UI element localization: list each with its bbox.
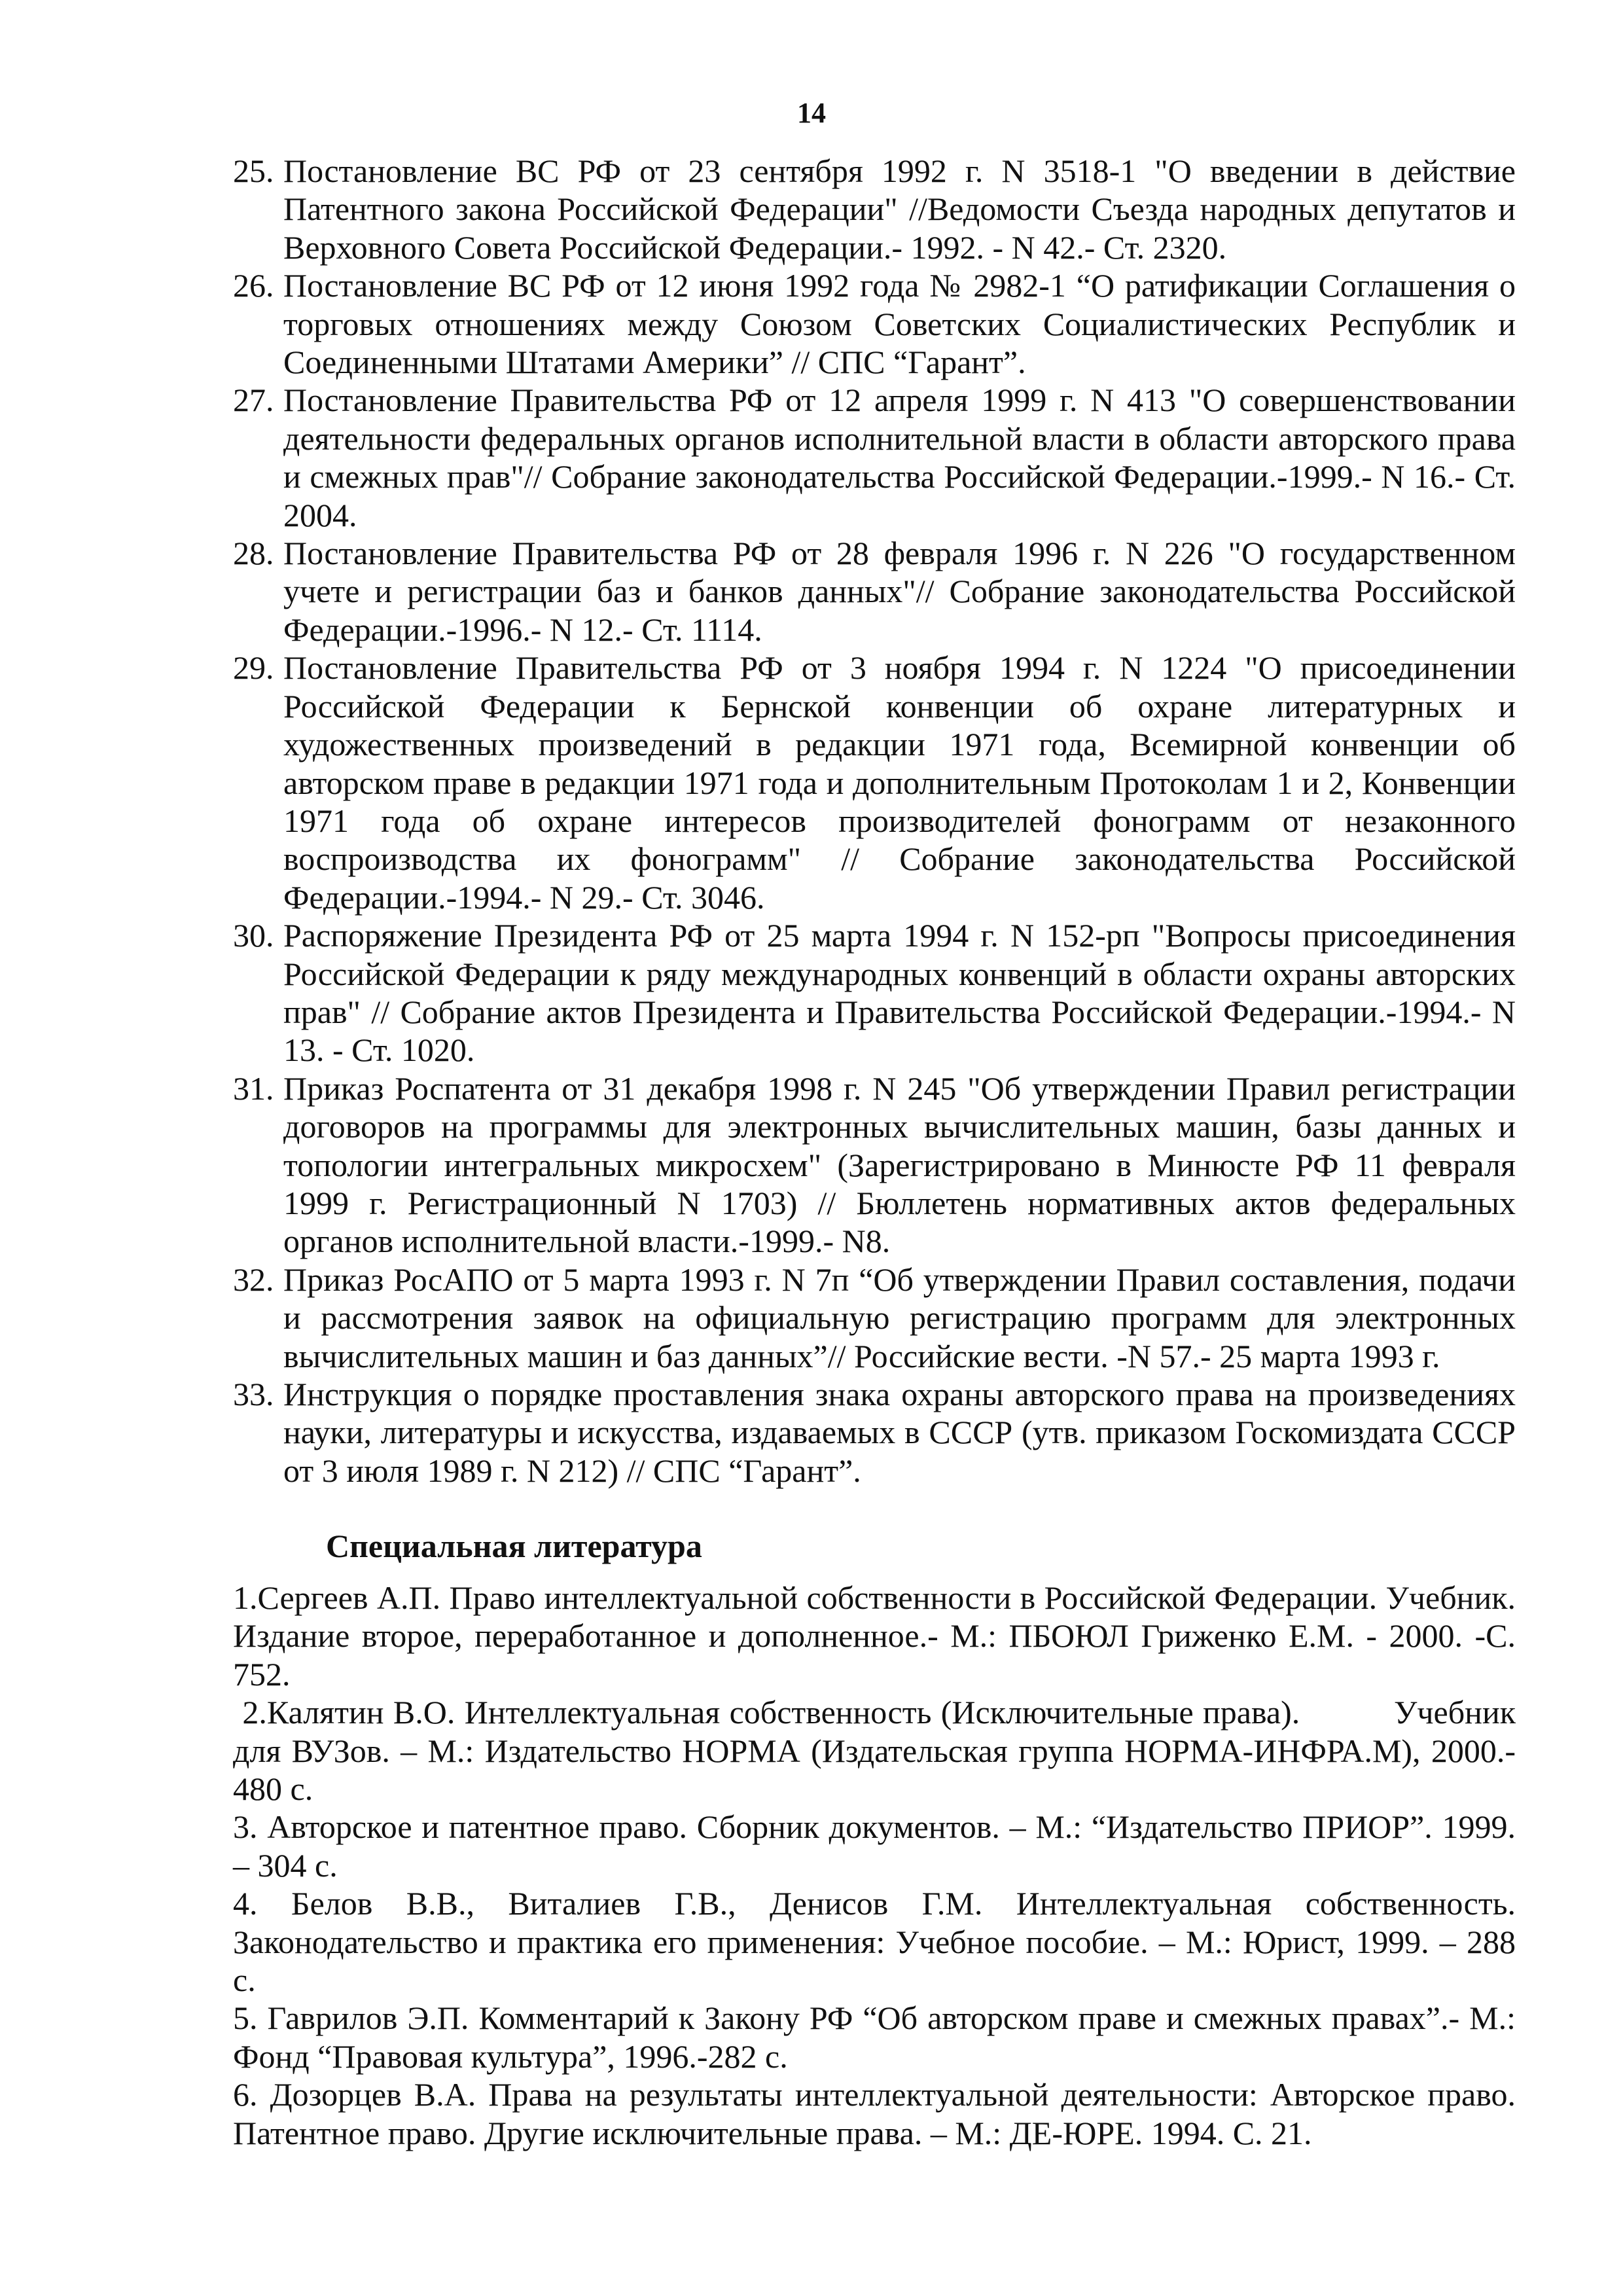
item-text: Постановление ВС РФ от 12 июня 1992 года № 2982-1 “О ратификации Соглашения о торговых отношениях между Союзом Советских Социалистических Республик и Соединенными Штатами Америки” // СПС “Гарант”. [283, 267, 1516, 381]
item-text: Инструкция о порядке проставления знака охраны авторского права на произведениях науки, литературы и искусства, издаваемых в СССР (утв. приказом Госкомиздата СССР от 3 июля 1989 г. N 212) // СПС “Гарант”. [283, 1376, 1516, 1489]
list-item [233, 1069, 1516, 1261]
item-number: 32. [233, 1261, 274, 1298]
literature-item: 2.Калятин В.О. Интеллектуальная собственность (Исключительные права). Учебник для ВУЗов. – М.: Издательство НОРМА (Издательская группа НОРМА-ИНФРА.М), 2000.- 480 с. [233, 1694, 1524, 1808]
literature-item: 5. Гаврилов Э.П. Комментарий к Закону РФ “Об авторском праве и смежных правах”.- М.: Фонд “Правовая культура”, 1996.-282 с. [233, 2000, 1516, 2075]
item-number: 27. [233, 382, 274, 419]
literature-item: 4. Белов В.В., Виталиев Г.В., Денисов Г.М. Интеллектуальная собственность. Законодательство и практика его применения: Учебное пособие. – М.: Юрист, 1999. – 288 с. [233, 1885, 1516, 1999]
list-item [233, 381, 1516, 534]
item-number: 31. [233, 1069, 274, 1107]
list-item [233, 649, 1516, 916]
item-text: Распоряжение Президента РФ от 25 марта 1994 г. N 152-рп "Вопросы присоединения Российской Федерации к ряду международных конвенций в области охраны авторских прав" // Собрание актов Президента и Правительства Российской Федерации.-1994.- N 13. - Ст. 1020. [283, 917, 1516, 1069]
item-text: Постановление Правительства РФ от 3 ноября 1994 г. N 1224 "О присоединении Российской Федерации к Бернской конвенции об охране литературных и художественных произведений в редакции 1971 года, Всемирной конвенции об авторском праве в редакции 1971 года и дополнительным Протоколам 1 и 2, Конвенции 1971 года об охране интересов производителей фонограмм от незаконного воспроизводства их фонограмм" // Собрание законодательства Российской Федерации.-1994.- N 29.- Ст. 3046. [283, 649, 1516, 916]
list-item [233, 1261, 1516, 1375]
item-number: 33. [233, 1376, 274, 1412]
list-item [233, 266, 1516, 381]
item-number: 29. [233, 649, 274, 687]
list-item [233, 1375, 1516, 1490]
page-number: 14 [797, 97, 826, 129]
list-item [233, 534, 1516, 649]
list-item [233, 916, 1516, 1069]
item-number: 28. [233, 535, 274, 572]
literature-item: 3. Авторское и патентное право. Сборник документов. – М.: “Издательство ПРИОР”. 1999. – 304 с. [233, 1808, 1516, 1884]
item-number: 25. [233, 152, 274, 189]
item-text: Постановление ВС РФ от 23 сентября 1992 г. N 3518-1 "О введении в действие Патентного закона Российской Федерации" //Ведомости Съезда народных депутатов и Верховного Совета Российской Федерации.- 1992. - N 42.- Ст. 2320. [283, 152, 1516, 266]
literature-item: 6. Дозорцев В.А. Права на результаты интеллектуальной деятельности: Авторское право. Патентное право. Другие исключительные права. – М.: ДЕ-ЮРЕ. 1994. С. 21. [233, 2076, 1516, 2151]
item-text: Постановление Правительства РФ от 28 февраля 1996 г. N 226 "О государственном учете и регистрации баз и банков данных"// Собрание законодательства Российской Федерации.-1996.- N 12.- Ст. 1114. [283, 535, 1516, 648]
literature-item: 1.Сергеев А.П. Право интеллектуальной собственности в Российской Федерации. Учебник. Издание второе, переработанное и дополненное.- М.: ПБОЮЛ Гриженко Е.М. - 2000. -С. 752. [233, 1579, 1516, 1693]
item-text: Приказ РосАПО от 5 марта 1993 г. N 7п “Об утверждении Правил составления, подачи и рассмотрения заявок на официальную регистрацию программ для электронных вычислительных машин и баз данных”// Российские вести. -N 57.- 25 марта 1993 г. [283, 1261, 1516, 1374]
legal-acts-list [233, 152, 1516, 1490]
section-heading: Специальная литература [326, 1528, 702, 1564]
item-number: 30. [233, 917, 274, 954]
item-number: 26. [233, 267, 274, 304]
list-item [233, 152, 1516, 266]
item-text: Постановление Правительства РФ от 12 апреля 1999 г. N 413 "О совершенствовании деятельности федеральных органов исполнительной власти в области авторского права и смежных прав"// Собрание законодательства Российской Федерации.-1999.- N 16.- Ст. 2004. [283, 382, 1516, 533]
literature-list [233, 1579, 1524, 2152]
item-text: Приказ Роспатента от 31 декабря 1998 г. N 245 "Об утверждении Правил регистрации договоров на программы для электронных вычислительных машин, базы данных и топологии интегральных микросхем" (Зарегистрировано в Минюсте РФ 11 февраля 1999 г. Регистрационный N 1703) // Бюллетень нормативных актов федеральных органов исполнительной власти.-1999.- N8. [283, 1069, 1516, 1260]
